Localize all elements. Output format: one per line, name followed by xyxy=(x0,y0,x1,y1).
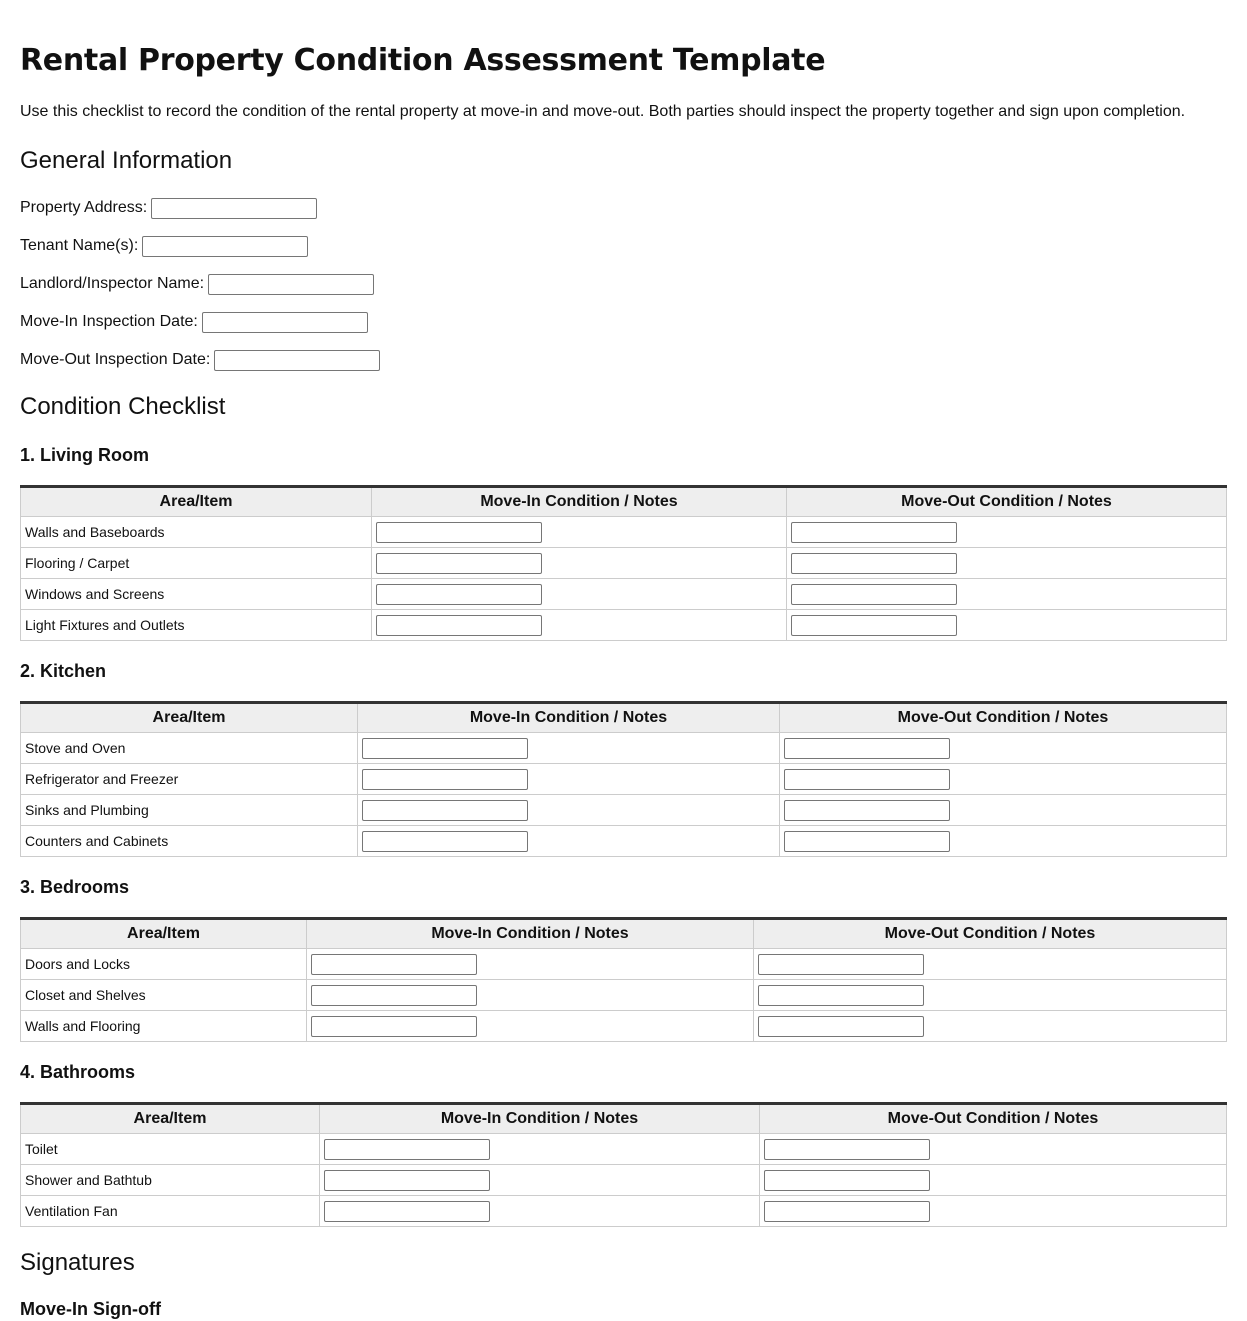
move-out-cell xyxy=(760,1196,1227,1227)
move-out-cell xyxy=(754,980,1227,1011)
move-out-notes-input[interactable] xyxy=(791,522,957,543)
table-header-row xyxy=(21,1104,1227,1134)
move-in-notes-input[interactable] xyxy=(376,553,542,574)
kitchen-table xyxy=(20,701,1227,857)
col-header-area-item: Area/Item xyxy=(21,1104,320,1134)
item-label: Refrigerator and Freezer xyxy=(21,764,358,795)
move-in-cell xyxy=(372,579,787,610)
bathrooms-table xyxy=(20,1102,1227,1227)
move-in-cell xyxy=(372,610,787,641)
table-row xyxy=(21,610,1227,641)
item-label: Walls and Baseboards xyxy=(21,517,372,548)
section-title-bedrooms: 3. Bedrooms xyxy=(20,877,130,897)
table-row xyxy=(21,826,1227,857)
move-out-date-label: Move-Out Inspection Date: xyxy=(20,351,211,368)
col-header-move-in: Move-In Condition / Notes xyxy=(307,919,754,949)
move-in-cell xyxy=(307,980,754,1011)
table-row xyxy=(21,517,1227,548)
move-in-notes-input[interactable] xyxy=(311,985,477,1006)
property-address-row xyxy=(20,189,1227,227)
property-address-label: Property Address: xyxy=(20,199,148,216)
general-information-heading: General Information xyxy=(20,147,233,174)
move-in-cell xyxy=(320,1165,760,1196)
move-out-cell xyxy=(787,610,1227,641)
move-in-cell xyxy=(372,548,787,579)
living-room-table xyxy=(20,485,1227,641)
move-in-notes-input[interactable] xyxy=(376,584,542,605)
table-row xyxy=(21,949,1227,980)
item-label: Windows and Screens xyxy=(21,579,372,610)
move-out-date-row xyxy=(20,341,1227,379)
item-label: Stove and Oven xyxy=(21,733,358,764)
col-header-move-out: Move-Out Condition / Notes xyxy=(780,703,1227,733)
move-in-cell xyxy=(320,1134,760,1165)
landlord-inspector-row xyxy=(20,265,1227,303)
item-label: Sinks and Plumbing xyxy=(21,795,358,826)
move-in-notes-input[interactable] xyxy=(324,1201,490,1222)
col-header-move-out: Move-Out Condition / Notes xyxy=(760,1104,1227,1134)
section-title-kitchen: 2. Kitchen xyxy=(20,661,107,681)
table-row xyxy=(21,980,1227,1011)
move-in-notes-input[interactable] xyxy=(324,1170,490,1191)
move-in-date-input[interactable] xyxy=(202,312,368,333)
tenant-names-input[interactable] xyxy=(142,236,308,257)
move-in-notes-input[interactable] xyxy=(311,954,477,975)
col-header-move-in: Move-In Condition / Notes xyxy=(358,703,780,733)
table-row xyxy=(21,764,1227,795)
move-out-notes-input[interactable] xyxy=(784,800,950,821)
move-in-cell xyxy=(358,795,780,826)
table-row xyxy=(21,1196,1227,1227)
move-out-date-input[interactable] xyxy=(214,350,380,371)
col-header-area-item: Area/Item xyxy=(21,703,358,733)
move-out-cell xyxy=(780,733,1227,764)
table-row xyxy=(21,1165,1227,1196)
table-row xyxy=(21,1011,1227,1042)
move-in-cell xyxy=(358,764,780,795)
move-in-cell xyxy=(307,949,754,980)
section-title-living-room: 1. Living Room xyxy=(20,445,150,465)
table-row xyxy=(21,1134,1227,1165)
item-label: Closet and Shelves xyxy=(21,980,307,1011)
col-header-move-in: Move-In Condition / Notes xyxy=(372,487,787,517)
move-out-notes-input[interactable] xyxy=(764,1201,930,1222)
move-in-cell xyxy=(358,826,780,857)
tenant-names-row xyxy=(20,227,1227,265)
move-in-notes-input[interactable] xyxy=(376,615,542,636)
item-label: Shower and Bathtub xyxy=(21,1165,320,1196)
move-out-cell xyxy=(787,548,1227,579)
move-out-notes-input[interactable] xyxy=(784,769,950,790)
move-in-date-row xyxy=(20,303,1227,341)
table-row xyxy=(21,579,1227,610)
item-label: Flooring / Carpet xyxy=(21,548,372,579)
intro-text: Use this checklist to record the condition of the rental property at move-in and move-out. Both parties should inspect the property together and sign upon completion. xyxy=(20,103,1186,120)
item-label: Counters and Cabinets xyxy=(21,826,358,857)
move-in-cell xyxy=(307,1011,754,1042)
move-out-cell xyxy=(787,579,1227,610)
move-out-notes-input[interactable] xyxy=(764,1139,930,1160)
condition-checklist-heading: Condition Checklist xyxy=(20,393,226,420)
move-out-notes-input[interactable] xyxy=(758,985,924,1006)
move-out-notes-input[interactable] xyxy=(764,1170,930,1191)
move-in-notes-input[interactable] xyxy=(324,1139,490,1160)
item-label: Walls and Flooring xyxy=(21,1011,307,1042)
move-in-cell xyxy=(372,517,787,548)
move-in-notes-input[interactable] xyxy=(311,1016,477,1037)
move-out-notes-input[interactable] xyxy=(791,615,957,636)
move-out-notes-input[interactable] xyxy=(791,553,957,574)
move-in-notes-input[interactable] xyxy=(362,831,528,852)
table-row xyxy=(21,548,1227,579)
move-out-cell xyxy=(754,949,1227,980)
item-label: Toilet xyxy=(21,1134,320,1165)
move-out-cell xyxy=(787,517,1227,548)
move-out-cell xyxy=(780,795,1227,826)
landlord-inspector-label: Landlord/Inspector Name: xyxy=(20,275,205,292)
col-header-move-in: Move-In Condition / Notes xyxy=(320,1104,760,1134)
move-in-notes-input[interactable] xyxy=(362,800,528,821)
table-header-row xyxy=(21,919,1227,949)
move-out-cell xyxy=(754,1011,1227,1042)
landlord-inspector-input[interactable] xyxy=(208,274,374,295)
move-in-cell xyxy=(358,733,780,764)
move-out-notes-input[interactable] xyxy=(758,954,924,975)
move-out-cell xyxy=(760,1165,1227,1196)
section-title-bathrooms: 4. Bathrooms xyxy=(20,1062,136,1082)
move-out-notes-input[interactable] xyxy=(758,1016,924,1037)
move-out-cell xyxy=(780,826,1227,857)
property-address-input[interactable] xyxy=(151,198,317,219)
tenant-names-label: Tenant Name(s): xyxy=(20,237,139,254)
move-in-notes-input[interactable] xyxy=(376,522,542,543)
col-header-move-out: Move-Out Condition / Notes xyxy=(787,487,1227,517)
move-in-date-label: Move-In Inspection Date: xyxy=(20,313,198,330)
bedrooms-table xyxy=(20,917,1227,1042)
table-row xyxy=(21,733,1227,764)
move-out-cell xyxy=(760,1134,1227,1165)
move-out-notes-input[interactable] xyxy=(784,831,950,852)
table-row xyxy=(21,795,1227,826)
signatures-heading: Signatures xyxy=(20,1249,135,1276)
move-in-notes-input[interactable] xyxy=(362,738,528,759)
item-label: Ventilation Fan xyxy=(21,1196,320,1227)
move-in-cell xyxy=(320,1196,760,1227)
table-header-row xyxy=(21,487,1227,517)
item-label: Light Fixtures and Outlets xyxy=(21,610,372,641)
col-header-area-item: Area/Item xyxy=(21,487,372,517)
move-out-cell xyxy=(780,764,1227,795)
move-out-notes-input[interactable] xyxy=(791,584,957,605)
col-header-area-item: Area/Item xyxy=(21,919,307,949)
col-header-move-out: Move-Out Condition / Notes xyxy=(754,919,1227,949)
item-label: Doors and Locks xyxy=(21,949,307,980)
page-title: Rental Property Condition Assessment Template xyxy=(20,43,826,78)
move-out-notes-input[interactable] xyxy=(784,738,950,759)
move-in-notes-input[interactable] xyxy=(362,769,528,790)
table-header-row xyxy=(21,703,1227,733)
signatures-subheading: Move-In Sign-off xyxy=(20,1299,161,1319)
